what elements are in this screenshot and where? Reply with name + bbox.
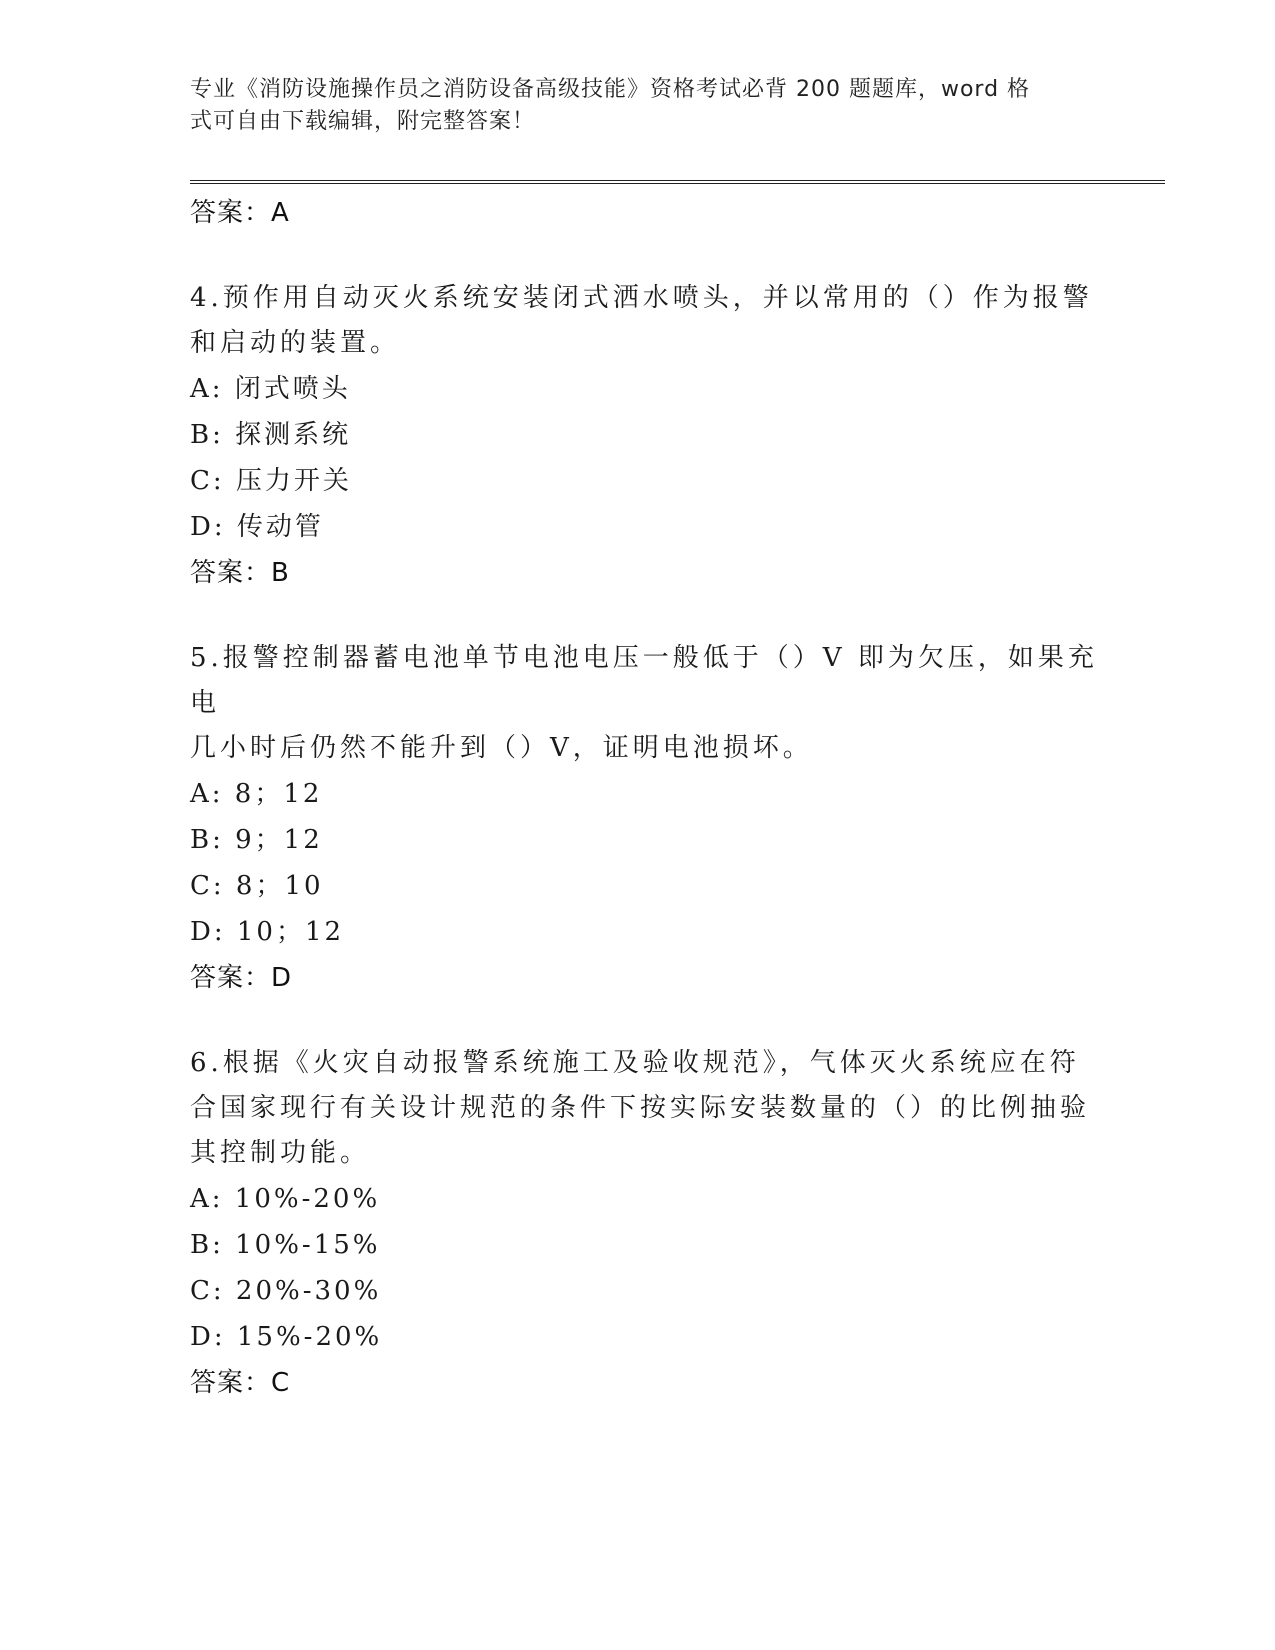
option-c: C: 压力开关 [190,466,352,496]
question-line: 合国家现行有关设计规范的条件下按实际安装数量的（）的比例抽验 [190,1093,1091,1123]
previous-answer: 答案：A [190,198,290,228]
option-b: B: 9；12 [190,825,323,855]
option-b: B: 10%-15% [190,1230,381,1260]
question-text [190,276,1110,366]
question-line: 6.根据《火灾自动报警系统施工及验收规范》，气体灭火系统应在符 [190,1048,1080,1078]
question-text [190,636,1110,771]
question-block-4 [190,276,1110,596]
option-c: C: 8；10 [190,871,324,901]
question-line: 几小时后仍然不能升到（）V，证明电池损坏。 [190,733,813,763]
option-d: D: 10；12 [190,917,345,947]
header-line-1: 专业《消防设施操作员之消防设备高级技能》资格考试必背 200 题题库，word 格 [190,77,1031,102]
option-a: A: 闭式喷头 [190,374,351,404]
option-d: D: 15%-20% [190,1322,383,1352]
option-a: A: 10%-20% [190,1184,381,1214]
question-block-6 [190,1041,1110,1406]
question-block-5 [190,636,1110,1001]
question-line: 和启动的装置。 [190,328,401,358]
answer-line: 答案：B [190,558,290,588]
option-b: B: 探测系统 [190,420,352,450]
answer-line: 答案：D [190,963,293,993]
question-text [190,1041,1110,1176]
header-line-2: 式可自由下载编辑，附完整答案！ [190,109,536,134]
content-body [190,190,1110,1406]
question-line: 4.预作用自动灭火系统安装闭式洒水喷头，并以常用的（）作为报警 [190,283,1093,313]
header-double-rule [190,180,1165,184]
option-a: A: 8；12 [190,779,323,809]
option-d: D: 传动管 [190,512,324,542]
option-c: C: 20%-30% [190,1276,382,1306]
page-header [190,74,1090,138]
question-line: 其控制功能。 [190,1138,371,1168]
question-line: 5.报警控制器蓄电池单节电池电压一般低于（）V 即为欠压，如果充电 [190,643,1098,718]
answer-line: 答案：C [190,1368,291,1398]
